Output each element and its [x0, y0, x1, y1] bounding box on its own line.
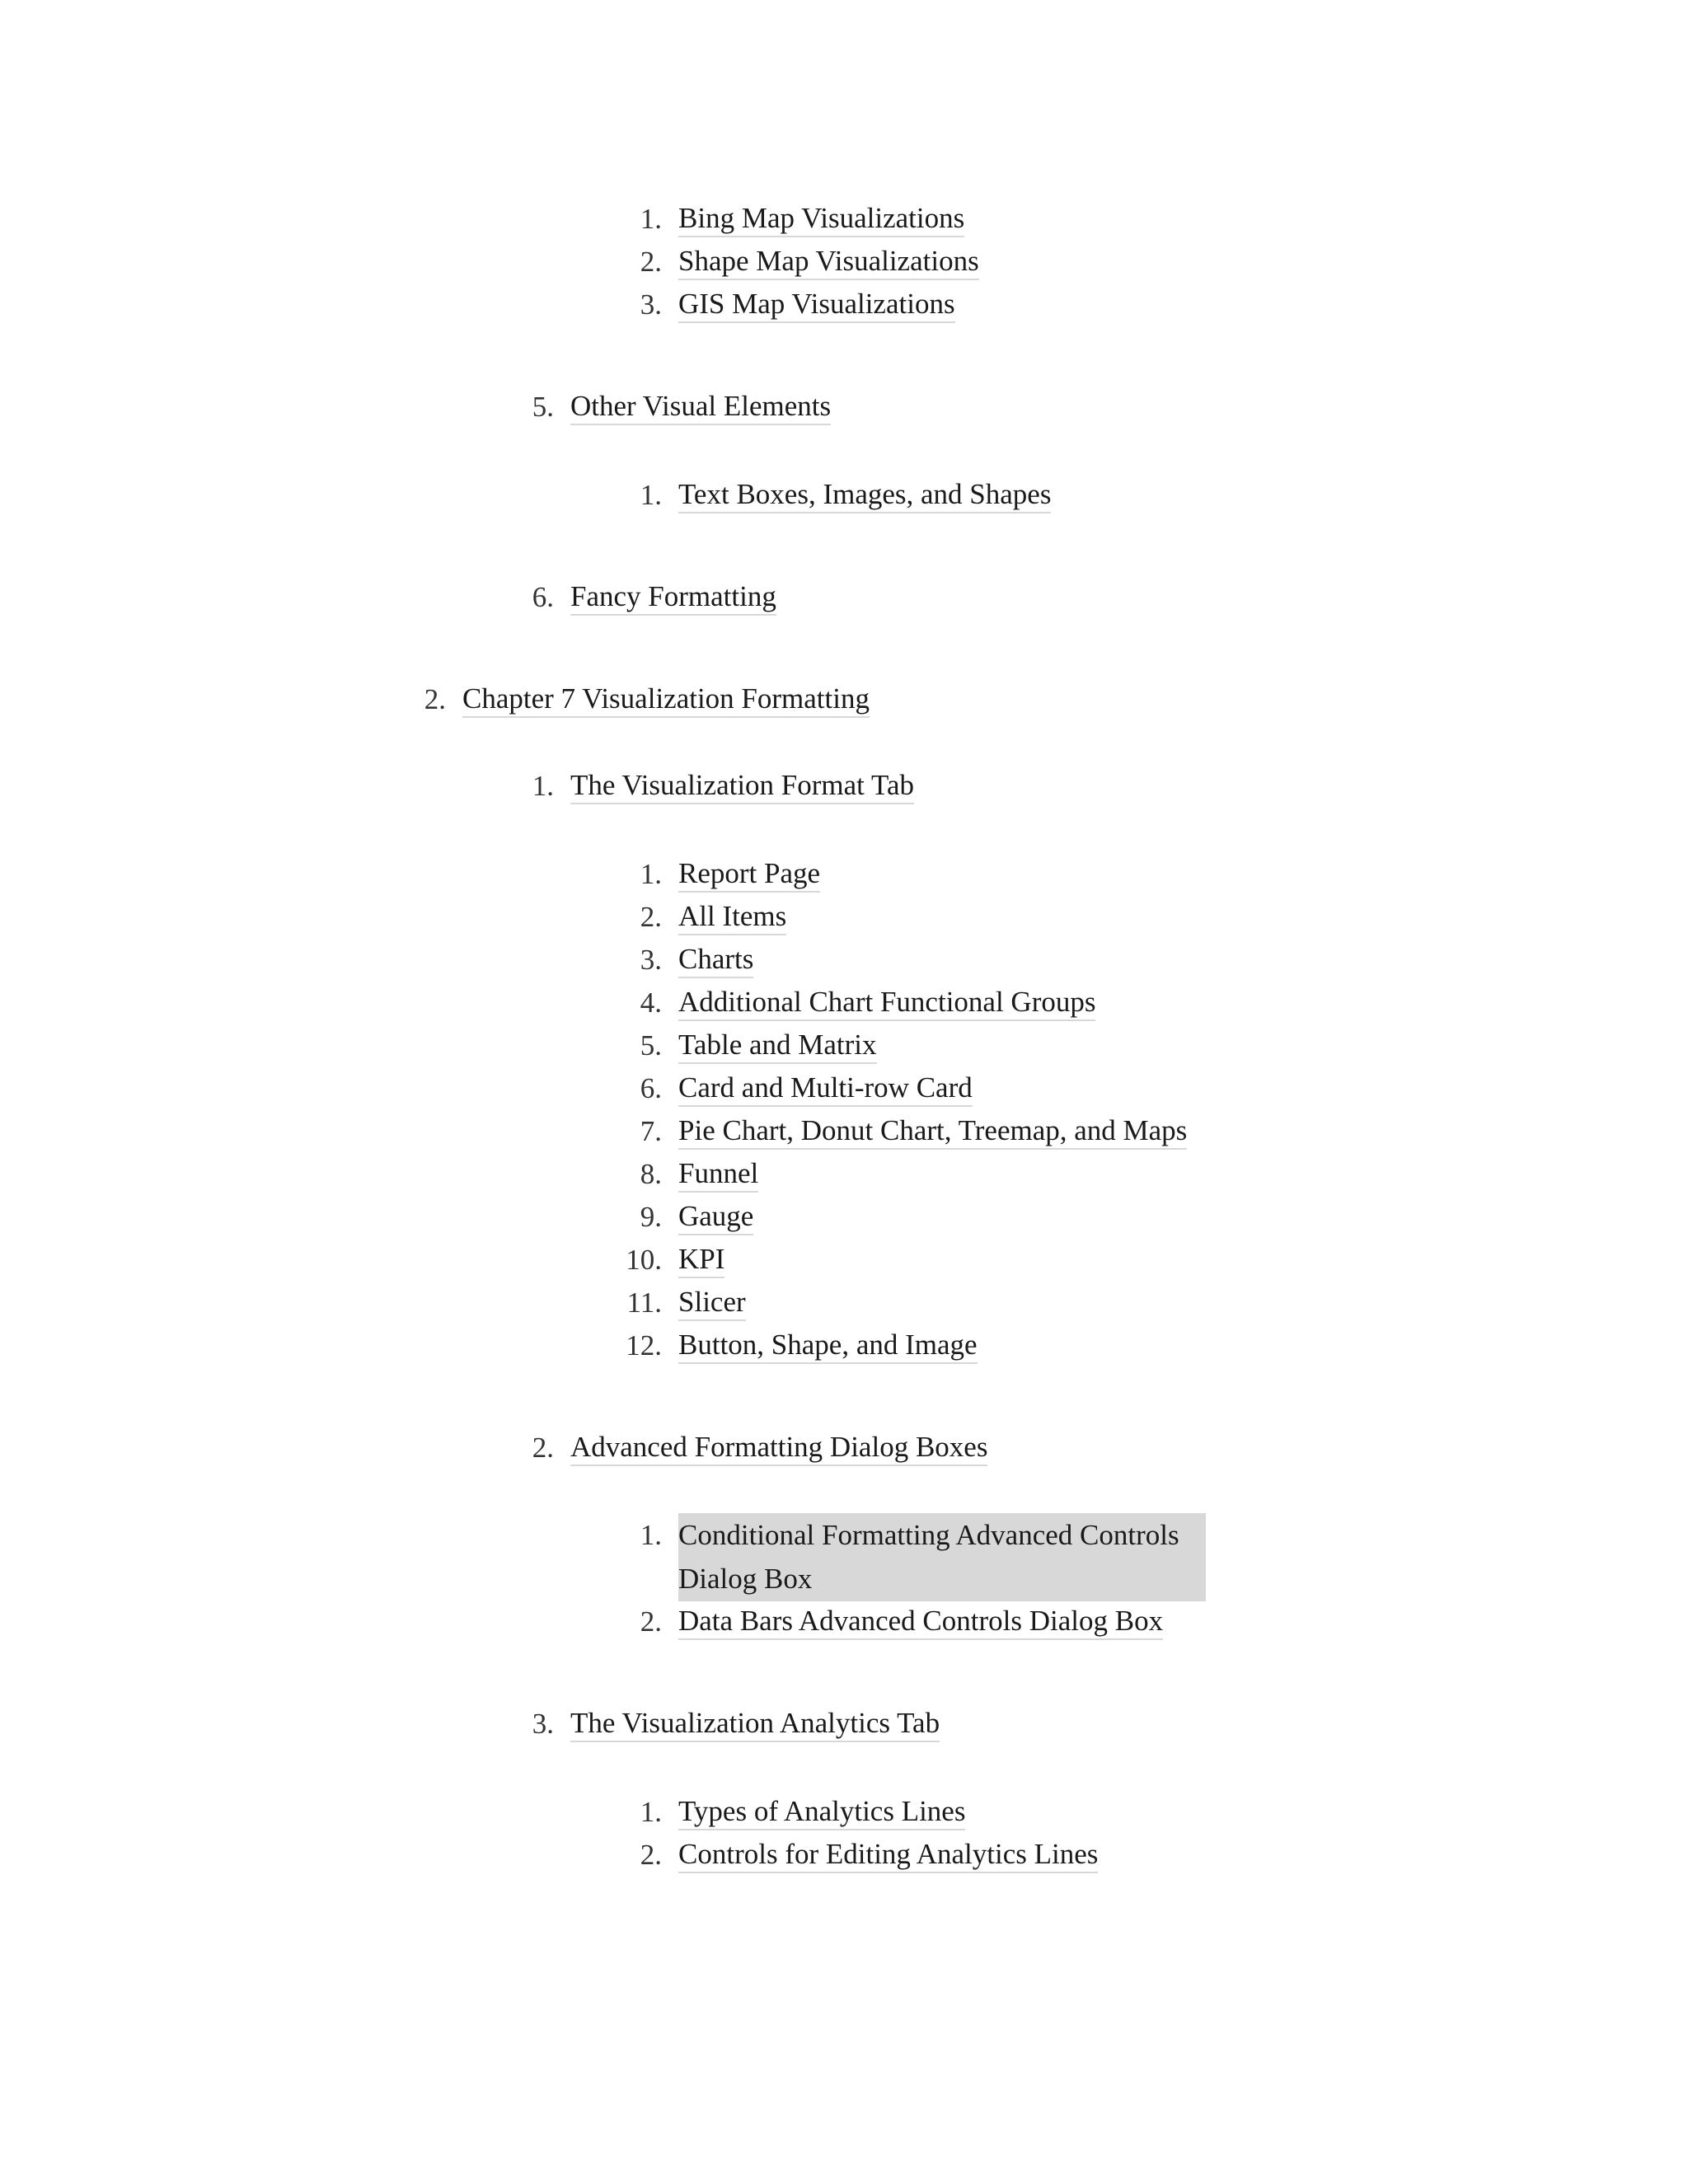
toc-link-fancy-formatting[interactable]: Fancy Formatting: [570, 580, 776, 616]
toc-item-funnel: [640, 1153, 759, 1196]
toc-item-number: 2.: [640, 1605, 662, 1638]
toc-item-conditional-formatting: [640, 1513, 1206, 1601]
toc-item-shape-map: [640, 241, 979, 284]
toc-item-report-page: [640, 853, 821, 896]
toc-item-number: 1.: [640, 203, 662, 235]
toc-item-number: 5.: [532, 391, 554, 423]
toc-link-advanced-dialogs[interactable]: Advanced Formatting Dialog Boxes: [570, 1431, 987, 1466]
toc-item-analytics-tab: [532, 1703, 940, 1746]
toc-item-advanced-dialogs: [532, 1427, 988, 1469]
toc-link-chapter-7[interactable]: Chapter 7 Visualization Formatting: [462, 682, 870, 718]
toc-item-button-shape-image: [626, 1324, 978, 1367]
toc-link-line: Conditional Formatting Advanced Controls: [678, 1519, 1179, 1551]
toc-item-number: 2.: [640, 246, 662, 278]
toc-link-additional-chart-groups[interactable]: Additional Chart Functional Groups: [678, 986, 1095, 1021]
toc-item-analytics-line-types: [640, 1791, 966, 1834]
toc-item-charts: [640, 939, 754, 982]
toc-item-number: 9.: [640, 1201, 662, 1233]
toc-link-funnel[interactable]: Funnel: [678, 1157, 758, 1193]
toc-link-line: Dialog Box: [678, 1563, 813, 1595]
toc-item-number: 1.: [640, 1519, 662, 1551]
toc-link-bing-map[interactable]: Bing Map Visualizations: [678, 202, 964, 237]
toc-item-number: 8.: [640, 1158, 662, 1190]
toc-item-number: 2.: [424, 683, 446, 715]
toc-item-number: 6.: [640, 1072, 662, 1104]
toc-link-report-page[interactable]: Report Page: [678, 857, 820, 893]
toc-item-slicer: [626, 1282, 746, 1324]
toc-item-bing-map: [640, 198, 965, 241]
toc-link-button-shape-image[interactable]: Button, Shape, and Image: [678, 1329, 978, 1364]
toc-item-other-visual-elements: [532, 386, 832, 429]
toc-item-gis-map: [640, 284, 955, 326]
toc-link-other-visual-elements[interactable]: Other Visual Elements: [570, 390, 831, 425]
toc-item-number: 10.: [626, 1244, 662, 1276]
toc-item-number: 1.: [640, 858, 662, 890]
toc-item-number: 1.: [640, 479, 662, 511]
toc-item-number: 6.: [532, 581, 554, 613]
toc-link-all-items[interactable]: All Items: [678, 900, 786, 935]
toc-item-number: 2.: [532, 1432, 554, 1464]
toc-item-number: 3.: [640, 288, 662, 321]
toc-item-table-matrix: [640, 1024, 877, 1067]
toc-link-charts[interactable]: Charts: [678, 943, 753, 978]
toc-link-card[interactable]: Card and Multi-row Card: [678, 1071, 973, 1107]
toc-link-slicer[interactable]: Slicer: [678, 1286, 746, 1321]
toc-item-fancy-formatting: [532, 576, 776, 619]
toc-item-number: 3.: [532, 1708, 554, 1740]
toc-item-card: [640, 1067, 973, 1110]
toc-item-number: 2.: [640, 1839, 662, 1871]
toc-item-number: 12.: [626, 1329, 662, 1361]
toc-item-gauge: [640, 1196, 754, 1239]
toc-item-data-bars: [640, 1601, 1164, 1643]
toc-item-all-items: [640, 896, 787, 939]
toc-item-additional-chart-groups: [640, 982, 1096, 1024]
toc-item-number: 1.: [532, 770, 554, 802]
toc-item-text-boxes: [640, 474, 1052, 517]
toc-link-text-boxes[interactable]: Text Boxes, Images, and Shapes: [678, 478, 1051, 513]
toc-link-gauge[interactable]: Gauge: [678, 1200, 753, 1235]
toc-item-kpi: [626, 1239, 725, 1282]
toc-link-pie-chart[interactable]: Pie Chart, Donut Chart, Treemap, and Maps: [678, 1114, 1187, 1150]
toc-link-data-bars[interactable]: Data Bars Advanced Controls Dialog Box: [678, 1605, 1163, 1640]
toc-item-number: 5.: [640, 1029, 662, 1062]
toc-link-shape-map[interactable]: Shape Map Visualizations: [678, 245, 979, 280]
toc-item-number: 2.: [640, 901, 662, 933]
toc-link-analytics-tab[interactable]: The Visualization Analytics Tab: [570, 1707, 940, 1742]
toc-link-gis-map[interactable]: GIS Map Visualizations: [678, 288, 955, 323]
toc-link-format-tab[interactable]: The Visualization Format Tab: [570, 769, 914, 804]
toc-item-number: 11.: [626, 1286, 662, 1319]
toc-item-chapter-7: [424, 678, 870, 721]
toc-item-number: 7.: [640, 1115, 662, 1147]
toc-item-number: 1.: [640, 1796, 662, 1828]
toc-link-conditional-formatting[interactable]: [678, 1513, 1206, 1601]
toc-item-number: 4.: [640, 987, 662, 1019]
toc-item-number: 3.: [640, 944, 662, 976]
toc-link-table-matrix[interactable]: Table and Matrix: [678, 1029, 877, 1064]
toc-link-analytics-line-types[interactable]: Types of Analytics Lines: [678, 1795, 965, 1830]
toc-item-analytics-controls: [640, 1834, 1099, 1877]
toc-link-kpi[interactable]: KPI: [678, 1243, 724, 1278]
toc-item-format-tab: [532, 765, 914, 808]
toc-item-pie-chart: [640, 1110, 1188, 1153]
toc-link-analytics-controls[interactable]: Controls for Editing Analytics Lines: [678, 1838, 1098, 1873]
